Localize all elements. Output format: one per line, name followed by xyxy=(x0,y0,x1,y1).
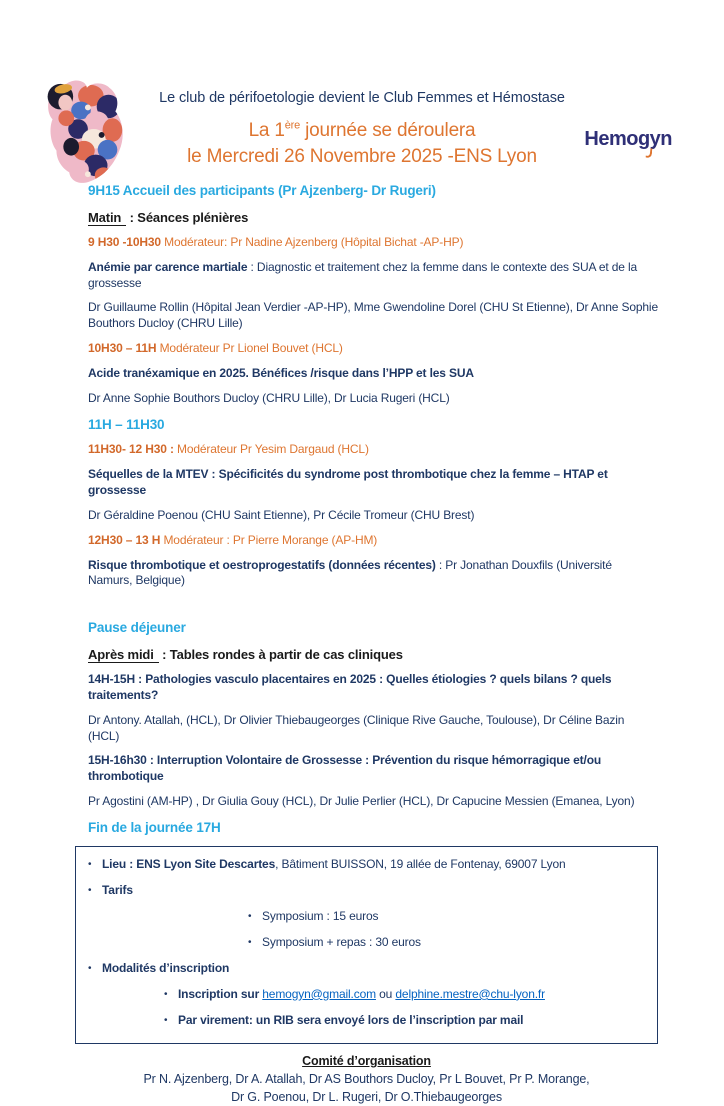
bullet-icon: • xyxy=(88,858,92,870)
talk-3-title: Séquelles de la MTEV : Spécificités du syndrome post thrombotique chez la femme – HTAP et grossesse xyxy=(88,467,608,498)
bullet-icon: • xyxy=(88,962,92,974)
practical-info-box xyxy=(75,846,658,1044)
virement-text: Par virement: un RIB sera envoyé lors de l’inscription par mail xyxy=(178,1012,524,1027)
title-suffix: journée se déroulera xyxy=(300,120,476,141)
committee-line-1: Pr N. Ajzenberg, Dr A. Atallah, Dr AS Bouthors Ducloy, Pr L Bouvet, Pr P. Morange, xyxy=(143,1071,590,1086)
talk-4-speaker: : Pr Jonathan Douxfils (Université Namurs, Belgique) xyxy=(88,557,612,588)
roundtable-1-speakers: Dr Antony. Atallah, (HCL), Dr Olivier Thiebaugeorges (Clinique Rive Gauche, Toulouse), Dr Céline Bazin (HCL) xyxy=(88,712,625,743)
bullet-icon: • xyxy=(88,884,92,896)
organizing-committee xyxy=(75,1052,658,1106)
email-link-hemogyn[interactable]: hemogyn@gmail.com xyxy=(262,986,376,1001)
slot-2-time: 10H30 – 11H xyxy=(88,341,157,356)
tarifs-label: Tarifs xyxy=(102,882,133,897)
slot-3 xyxy=(88,442,658,458)
slot-3-moderator: Modérateur Pr Yesim Dargaud (HCL) xyxy=(173,442,369,457)
virement-row xyxy=(164,1013,643,1029)
bullet-icon: • xyxy=(164,988,168,1000)
title-prefix: La 1 xyxy=(248,120,285,141)
morning-label-rest: : Séances plénières xyxy=(126,209,249,225)
lunch-heading: Pause déjeuner xyxy=(88,620,186,636)
talk-4-title: Risque thrombotique et oestroprogestatifs (données récentes) xyxy=(88,557,436,572)
inscription-prefix: Inscription sur xyxy=(178,986,263,1001)
talk-4 xyxy=(88,558,658,590)
talk-3 xyxy=(88,467,658,499)
bullet-icon: • xyxy=(248,910,252,922)
title-superscript: ère xyxy=(284,119,301,132)
afternoon-label-rest: : Tables rondes à partir de cas cliniques xyxy=(158,647,403,663)
welcome-line: 9H15 Accueil des participants (Pr Ajzenberg- Dr Rugeri) xyxy=(88,183,436,198)
talk-1 xyxy=(88,260,658,292)
roundtable-2-speakers: Pr Agostini (AM-HP) , Dr Giulia Gouy (HCL), Dr Julie Perlier (HCL), Dr Capucine Messien (Emanea, Lyon) xyxy=(88,794,635,809)
roundtable-1-title: 14H-15H : Pathologies vasculo placentaires en 2025 : Quelles étiologies ? quels bilans ? quels traitements? xyxy=(88,672,612,702)
tarif-item-2 xyxy=(248,935,643,951)
event-title-line2: le Mercredi 26 Novembre 2025 -ENS Lyon xyxy=(187,145,537,167)
club-announcement: Le club de périfoetologie devient le Club Femmes et Hémostase xyxy=(159,90,565,106)
slot-4-time: 12H30 – 13 H xyxy=(88,532,161,547)
slot-2 xyxy=(88,341,658,357)
morning-label: Matin xyxy=(88,210,126,226)
inscription-text xyxy=(178,987,545,1003)
slot-1 xyxy=(88,235,658,251)
slot-1-moderator: Modérateur: Pr Nadine Ajzenberg (Hôpital Bichat -AP-HP) xyxy=(160,234,464,249)
inscription-row xyxy=(164,987,643,1003)
tarif-2-text: Symposium + repas : 30 euros xyxy=(262,934,421,949)
tarifs-row xyxy=(88,883,643,899)
roundtable-2 xyxy=(88,753,658,785)
talk-3-speakers: Dr Géraldine Poenou (CHU Saint Etienne), Pr Cécile Tromeur (CHU Brest) xyxy=(88,507,475,522)
slot-2-moderator: Modérateur Pr Lionel Bouvet (HCL) xyxy=(156,341,343,356)
slot-4 xyxy=(88,533,658,549)
talk-2 xyxy=(88,366,658,382)
modalites-label: Modalités d’inscription xyxy=(102,960,230,975)
venue-row xyxy=(88,857,643,873)
hemogyn-logo-text: Hemogyn xyxy=(584,128,672,150)
committee-title: Comité d’organisation xyxy=(302,1053,431,1068)
slot-1-time: 9 H30 -10H30 xyxy=(88,234,161,249)
venue-name: Lieu : ENS Lyon Site Descartes xyxy=(102,856,276,871)
bullet-icon: • xyxy=(164,1014,168,1026)
venue-text xyxy=(102,857,566,873)
talk-1-description: : Diagnostic et traitement chez la femme dans le contexte des SUA et de la grossesse xyxy=(88,259,638,290)
committee-line-2: Dr G. Poenou, Dr L. Rugeri, Dr O.Thiebaugeorges xyxy=(231,1090,502,1105)
talk-1-title: Anémie par carence martiale xyxy=(88,259,248,274)
talk-1-speakers: Dr Guillaume Rollin (Hôpital Jean Verdier -AP-HP), Mme Gwendoline Dorel (CHU St Etienne), Dr Anne Sophie Bouthors Ducloy (CHRU Lille) xyxy=(88,300,658,331)
talk-2-speakers: Dr Anne Sophie Bouthors Ducloy (CHRU Lille), Dr Lucia Rugeri (HCL) xyxy=(88,390,450,405)
roundtable-1 xyxy=(88,672,658,704)
break-heading: 11H – 11H30 xyxy=(88,416,165,432)
slot-3-time: 11H30- 12 H30 : xyxy=(88,442,174,457)
modalites-row xyxy=(88,961,643,977)
program-content xyxy=(88,182,658,1106)
venue-address: , Bâtiment BUISSON, 19 allée de Fontenay, 69007 Lyon xyxy=(275,856,566,871)
talk-2-title: Acide tranéxamique en 2025. Bénéfices /risque dans l’HPP et les SUA xyxy=(88,365,474,380)
email-link-chu-lyon[interactable]: delphine.mestre@chu-lyon.fr xyxy=(395,986,545,1001)
afternoon-label: Après midi xyxy=(88,647,159,663)
morning-section-heading xyxy=(88,209,658,226)
tarif-item-1 xyxy=(248,909,643,925)
end-of-day-heading: Fin de la journée 17H xyxy=(88,819,221,835)
hemogyn-logo xyxy=(584,128,672,151)
bullet-icon: • xyxy=(248,936,252,948)
afternoon-section-heading xyxy=(88,646,658,663)
slot-4-moderator: Modérateur : Pr Pierre Morange (AP-HM) xyxy=(160,532,378,547)
roundtable-2-title: 15H-16h30 : Interruption Volontaire de Grossesse : Prévention du risque hémorragique et/ou thrombotique xyxy=(88,753,602,784)
tarif-1-text: Symposium : 15 euros xyxy=(262,908,379,923)
inscription-middle: ou xyxy=(375,986,396,1001)
